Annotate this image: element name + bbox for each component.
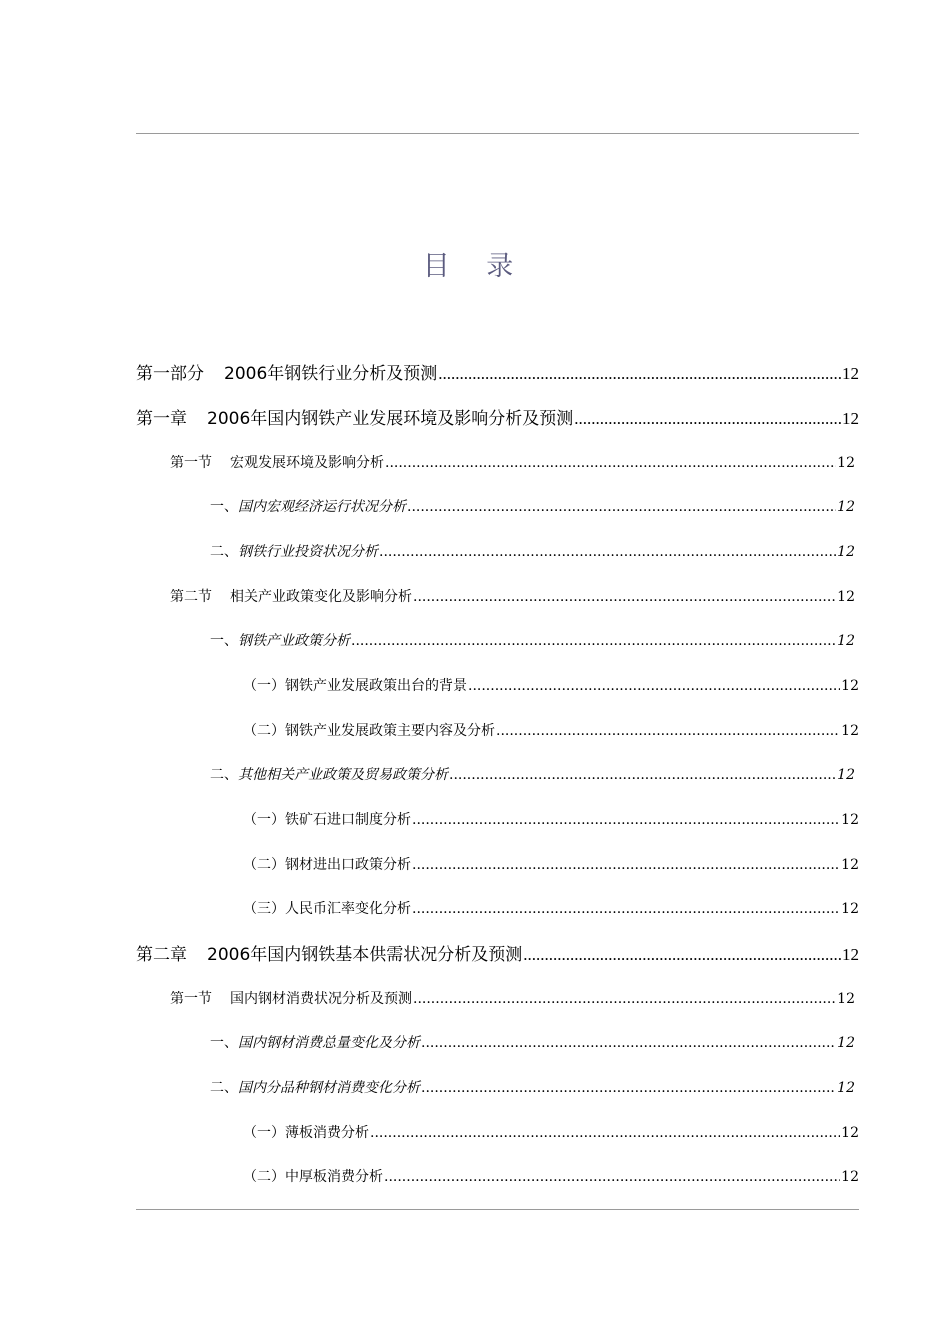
toc-dot-leader <box>379 544 836 560</box>
toc-entry-item[interactable] <box>243 675 859 695</box>
toc-entry-number: （二） <box>243 857 285 873</box>
toc-entry-number: 第一节 <box>170 991 212 1007</box>
toc-page-number: 12 <box>841 857 859 873</box>
toc-dot-leader <box>438 364 841 384</box>
toc-page-number: 12 <box>837 1080 855 1096</box>
toc-dot-leader <box>413 589 836 605</box>
toc-dot-leader <box>384 1169 840 1185</box>
toc-entry-number: （二） <box>243 1169 285 1185</box>
toc-dot-leader <box>351 633 836 649</box>
toc-entry-number: （一） <box>243 812 285 828</box>
toc-dot-leader <box>523 945 841 965</box>
toc-entry-subsection[interactable] <box>210 1032 855 1052</box>
toc-page-number: 12 <box>837 589 855 605</box>
toc-page-number: 12 <box>841 901 859 917</box>
toc-entry-label: 国内分品种钢材消费变化分析 <box>238 1080 420 1096</box>
toc-entry-label: 钢铁产业发展政策主要内容及分析 <box>285 723 495 739</box>
toc-entry-label: 国内宏观经济运行状况分析 <box>238 499 406 515</box>
toc-entry-label: 铁矿石进口制度分析 <box>285 812 411 828</box>
toc-page-number: 12 <box>842 364 859 383</box>
toc-entry-item[interactable] <box>243 854 859 874</box>
toc-entry-label: 宏观发展环境及影响分析 <box>230 455 384 471</box>
toc-dot-leader <box>412 901 840 917</box>
toc-entry-label: 钢材进出口政策分析 <box>285 857 411 873</box>
toc-entry-number: （三） <box>243 901 285 917</box>
toc-entry-chapter-1[interactable] <box>136 404 859 429</box>
toc-entry-item[interactable] <box>243 1166 859 1186</box>
toc-entry-label: 钢铁行业投资状况分析 <box>238 544 378 560</box>
toc-dot-leader <box>407 499 836 515</box>
toc-entry-part-1[interactable] <box>136 359 859 384</box>
toc-entry-item[interactable] <box>243 898 859 918</box>
toc-page-number: 12 <box>842 945 859 964</box>
toc-dot-leader <box>412 812 840 828</box>
toc-entry-label: 2006年钢铁行业分析及预测 <box>224 364 438 384</box>
header-rule <box>136 133 859 134</box>
toc-page-number: 12 <box>841 723 859 739</box>
toc-entry-item[interactable] <box>243 809 859 829</box>
toc-page-number: 12 <box>841 1169 859 1185</box>
toc-dot-leader <box>496 723 840 739</box>
toc-entry-number: 一、 <box>210 633 238 649</box>
toc-entry-number: 二、 <box>210 544 238 560</box>
toc-entry-number: （一） <box>243 678 285 694</box>
toc-page-number: 12 <box>842 409 859 428</box>
toc-dot-leader <box>385 455 836 471</box>
toc-entry-number: 第一章 <box>136 409 187 429</box>
toc-entry-subsection[interactable] <box>210 630 855 650</box>
toc-entry-subsection[interactable] <box>210 541 855 561</box>
toc-entry-section[interactable] <box>170 988 855 1008</box>
toc-entry-label: 薄板消费分析 <box>285 1125 369 1141</box>
toc-entry-section[interactable] <box>170 452 855 472</box>
toc-entry-number: （一） <box>243 1125 285 1141</box>
toc-entry-item[interactable] <box>243 720 859 740</box>
toc-page-number: 12 <box>841 678 859 694</box>
toc-entry-number: 一、 <box>210 1035 238 1051</box>
toc-dot-leader <box>421 1035 836 1051</box>
toc-dot-leader <box>370 1125 840 1141</box>
toc-page-number: 12 <box>837 544 855 560</box>
toc-entry-label: 国内钢材消费总量变化及分析 <box>238 1035 420 1051</box>
toc-entry-number: 第一部分 <box>136 364 204 384</box>
page-title: 目 录 <box>422 251 528 282</box>
toc-entry-label: 其他相关产业政策及贸易政策分析 <box>238 767 448 783</box>
toc-dot-leader <box>421 1080 836 1096</box>
toc-entry-label: 钢铁产业发展政策出台的背景 <box>285 678 467 694</box>
toc-page-number: 12 <box>837 991 855 1007</box>
toc-page-number: 12 <box>841 812 859 828</box>
toc-entry-number: 第二章 <box>136 945 187 965</box>
toc-page-number: 12 <box>837 633 855 649</box>
toc-entry-subsection[interactable] <box>210 1077 855 1097</box>
toc-page-number: 12 <box>837 499 855 515</box>
toc-entry-number: 第二节 <box>170 589 212 605</box>
toc-entry-subsection[interactable] <box>210 764 855 784</box>
toc-entry-number: 二、 <box>210 767 238 783</box>
toc-dot-leader <box>413 991 836 1007</box>
toc-entry-number: 第一节 <box>170 455 212 471</box>
toc-page-number: 12 <box>837 455 855 471</box>
toc-dot-leader <box>449 767 836 783</box>
toc-entry-label: 钢铁产业政策分析 <box>238 633 350 649</box>
toc-entry-item[interactable] <box>243 1122 859 1142</box>
toc-entry-label: 国内钢材消费状况分析及预测 <box>230 991 412 1007</box>
toc-entry-label: 2006年国内钢铁基本供需状况分析及预测 <box>207 945 523 965</box>
toc-entry-section[interactable] <box>170 586 855 606</box>
toc-page-number: 12 <box>837 1035 855 1051</box>
footer-rule <box>136 1209 859 1210</box>
toc-dot-leader <box>412 857 840 873</box>
toc-entry-number: （二） <box>243 723 285 739</box>
toc-dot-leader <box>574 409 841 429</box>
toc-entry-label: 中厚板消费分析 <box>285 1169 383 1185</box>
toc-entry-subsection[interactable] <box>210 496 855 516</box>
toc-entry-label: 相关产业政策变化及影响分析 <box>230 589 412 605</box>
toc-entry-chapter-2[interactable] <box>136 940 859 965</box>
toc-entry-label: 人民币汇率变化分析 <box>285 901 411 917</box>
toc-page-number: 12 <box>841 1125 859 1141</box>
toc-dot-leader <box>468 678 840 694</box>
toc-page-number: 12 <box>837 767 855 783</box>
toc-entry-number: 二、 <box>210 1080 238 1096</box>
toc-entry-number: 一、 <box>210 499 238 515</box>
toc-entry-label: 2006年国内钢铁产业发展环境及影响分析及预测 <box>207 409 574 429</box>
